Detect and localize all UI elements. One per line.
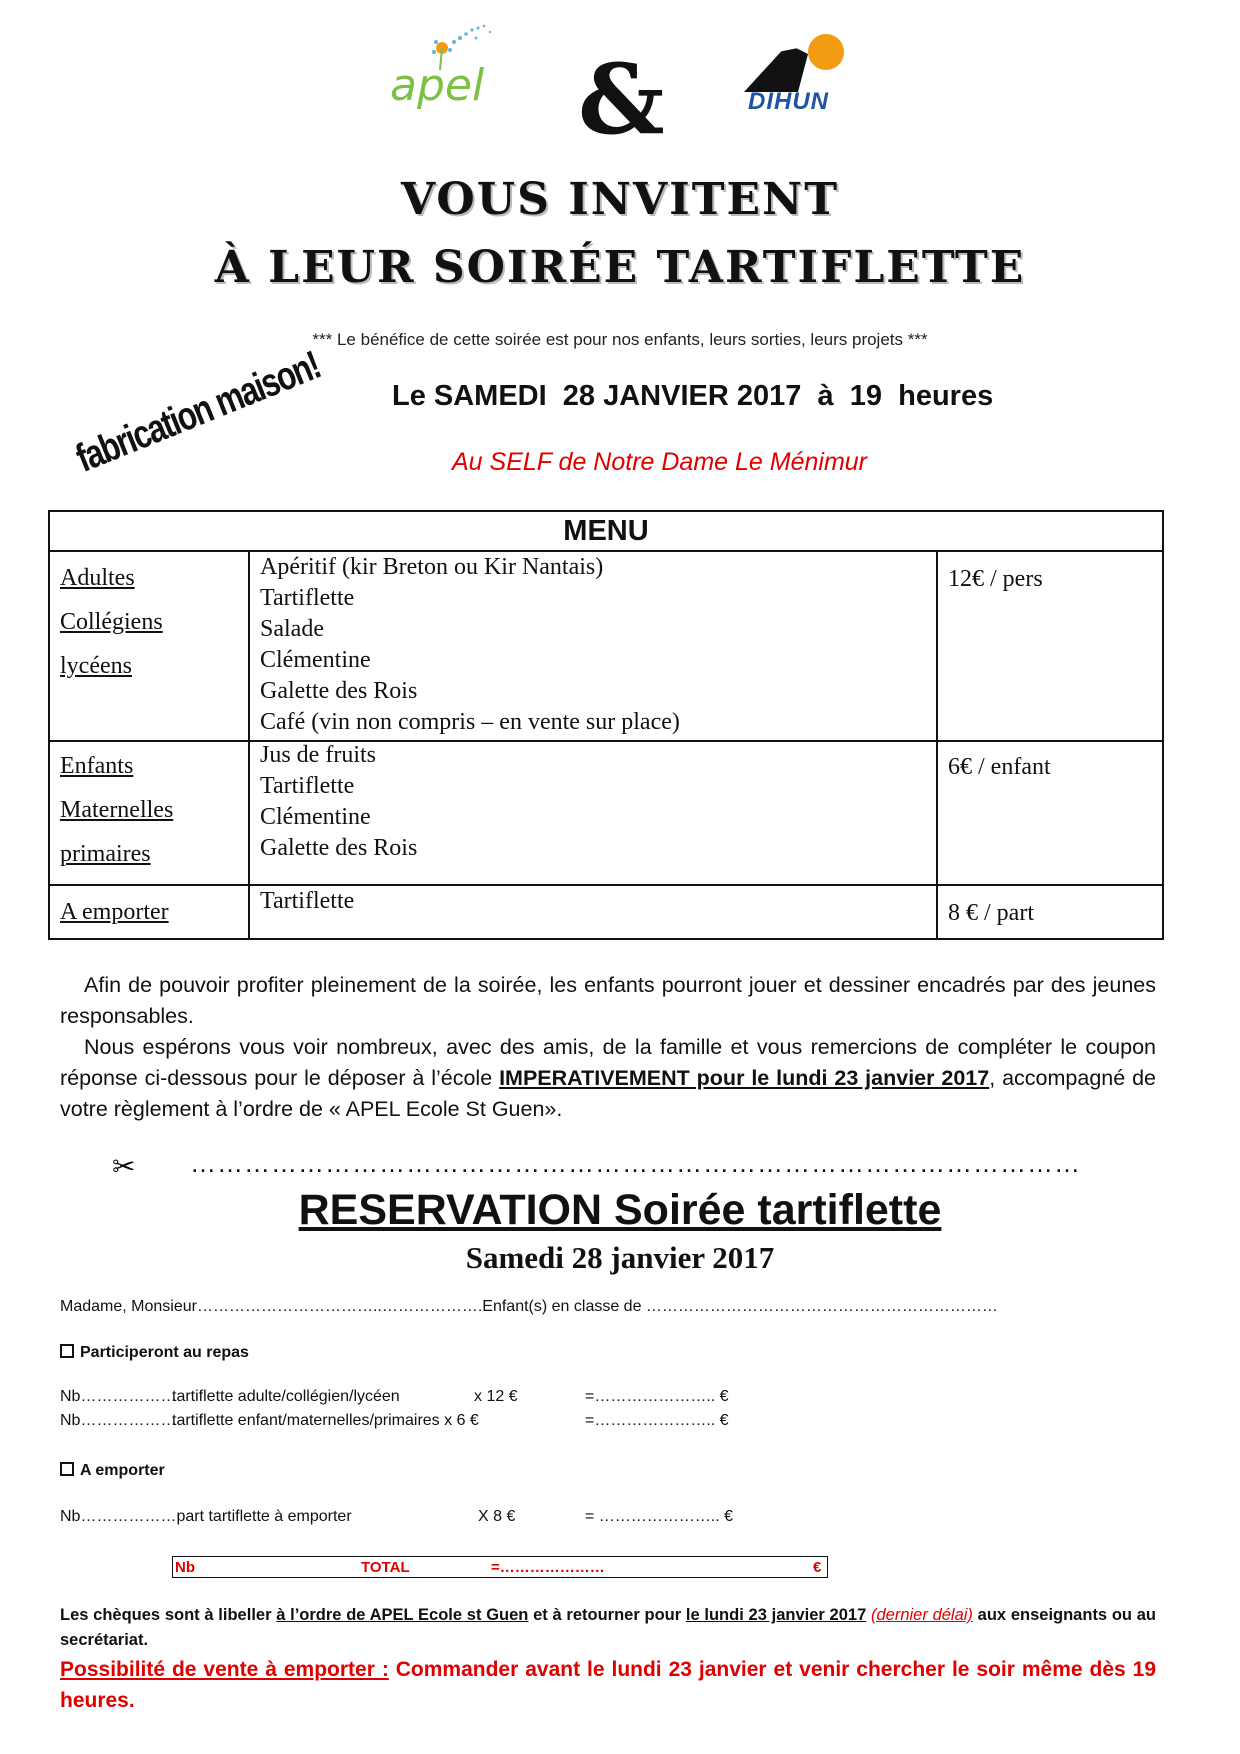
title-line-1: VOUS INVITENT bbox=[401, 174, 839, 225]
cheques-order: à l’ordre de APEL Ecole st Guen bbox=[276, 1606, 529, 1624]
fabrication-maison-stamp: fabrication maison! bbox=[70, 343, 326, 481]
scissors-icon: ✂ bbox=[112, 1151, 136, 1182]
event-location: Au SELF de Notre Dame Le Ménimur bbox=[452, 448, 868, 476]
nb-enfant-field[interactable]: Nb……………… bbox=[60, 1412, 177, 1429]
menu-price: 8 € / part bbox=[948, 900, 1034, 926]
menu-price: 6€ / enfant bbox=[948, 754, 1051, 780]
participeront-option[interactable] bbox=[60, 1344, 249, 1362]
apel-logo bbox=[380, 18, 530, 118]
menu-item: Galette des Rois bbox=[260, 678, 418, 704]
menu-item: Clémentine bbox=[260, 804, 371, 830]
checkbox[interactable] bbox=[60, 1344, 74, 1358]
cheques-deadline: le lundi 23 janvier 2017 bbox=[685, 1606, 867, 1624]
adulte-multiplier: x 12 € bbox=[474, 1388, 518, 1405]
enfant-result-field[interactable]: =………………….. € bbox=[585, 1412, 729, 1429]
vente-text: Commander avant le lundi 23 janvier et venir chercher le soir même dès 19 heures. bbox=[60, 1658, 1156, 1712]
checkbox[interactable] bbox=[60, 1462, 74, 1476]
total-label: TOTAL bbox=[361, 1559, 410, 1576]
menu-item: Tartiflette bbox=[260, 888, 355, 914]
menu-category: Adultes bbox=[60, 565, 135, 591]
total-box[interactable] bbox=[172, 1556, 828, 1578]
dihun-logo-text: DIHUN bbox=[748, 88, 829, 115]
divider bbox=[50, 884, 1162, 886]
cheques-text: Les chèques sont à libeller bbox=[60, 1606, 277, 1624]
menu-item: Jus de fruits bbox=[260, 742, 376, 768]
menu-category: Enfants bbox=[60, 753, 134, 779]
paragraph-activites: Afin de pouvoir profiter pleinement de la soirée, les enfants pourront jouer et dessiner encadrés par des jeunes responsables. bbox=[60, 973, 1156, 1028]
title-line-2: À LEUR SOIRÉE TARTIFLETTE bbox=[214, 242, 1026, 293]
cut-dotted-line: ……………………………………………………………………………………… bbox=[190, 1148, 1081, 1178]
reservation-date: Samedi 28 janvier 2017 bbox=[465, 1240, 775, 1275]
cheques-text: et à retourner pour bbox=[528, 1606, 686, 1624]
menu-category: primaires bbox=[60, 841, 151, 867]
menu-item: Galette des Rois bbox=[260, 835, 418, 861]
deadline-emphasis: IMPERATIVEMENT pour le lundi 23 janvier 2017 bbox=[499, 1066, 990, 1090]
enfant-label: tartiflette enfant/maternelles/primaires x 6 € bbox=[172, 1412, 479, 1429]
nb-emporter-field[interactable]: Nb………………part tartiflette à emporter bbox=[60, 1508, 352, 1525]
divider bbox=[50, 740, 1162, 742]
cheques-text: aux enseignants ou au secrétariat. bbox=[60, 1606, 1156, 1649]
menu-category: Collégiens bbox=[60, 609, 163, 635]
madame-monsieur-line[interactable]: Madame, Monsieur……………………………..……………….Enfant(s) en classe de ………………………………………………………… bbox=[60, 1298, 998, 1315]
nb-adulte-field[interactable]: Nb……………… bbox=[60, 1388, 177, 1405]
adulte-result-field[interactable]: =………………….. € bbox=[585, 1388, 729, 1405]
reservation-title-text: RESERVATION Soirée tartiflette bbox=[298, 1186, 942, 1234]
a-emporter-option[interactable] bbox=[60, 1462, 165, 1480]
emporter-multiplier: X 8 € bbox=[478, 1508, 516, 1525]
a-emporter-label: A emporter bbox=[80, 1462, 165, 1479]
menu-item: Clémentine bbox=[260, 647, 371, 673]
menu-item: Café (vin non compris – en vente sur place) bbox=[260, 709, 680, 735]
menu-table bbox=[48, 510, 1164, 940]
vente-emporter-note bbox=[60, 1654, 1156, 1716]
menu-item: Tartiflette bbox=[260, 773, 355, 799]
dihun-emblem-icon bbox=[738, 24, 858, 94]
divider bbox=[936, 550, 938, 938]
menu-items-enfants bbox=[260, 740, 417, 864]
benefice-note: *** Le bénéfice de cette soirée est pour nos enfants, leurs sorties, leurs projets *** bbox=[312, 330, 928, 349]
event-date: Le SAMEDI 28 JANVIER 2017 à 19 heures bbox=[392, 380, 994, 412]
adulte-label: tartiflette adulte/collégien/lycéen bbox=[172, 1388, 400, 1405]
ampersand: & bbox=[578, 43, 665, 156]
vente-heading: Possibilité de vente à emporter : bbox=[60, 1658, 389, 1681]
dihun-logo bbox=[738, 24, 858, 124]
menu-items-adultes bbox=[260, 552, 680, 738]
participeront-label: Participeront au repas bbox=[80, 1344, 249, 1361]
total-euro: € bbox=[813, 1559, 822, 1576]
divider bbox=[248, 550, 250, 938]
emporter-result-field[interactable]: = ………………….. € bbox=[585, 1508, 734, 1525]
paragraph-coupon bbox=[60, 1032, 1156, 1125]
menu-category: Maternelles bbox=[60, 797, 174, 823]
paragraph-text: , accompagné de votre règlement à l’ordre de « APEL Ecole St Guen». bbox=[60, 1066, 1156, 1121]
menu-item: Tartiflette bbox=[260, 585, 355, 611]
menu-category: lycéens bbox=[60, 653, 132, 679]
menu-price: 12€ / pers bbox=[948, 566, 1043, 592]
menu-item: Salade bbox=[260, 616, 324, 642]
reservation-title bbox=[0, 1186, 1240, 1235]
menu-item: Apéritif (kir Breton ou Kir Nantais) bbox=[260, 554, 604, 580]
total-value-field[interactable]: =………………… bbox=[491, 1559, 605, 1576]
total-nb: Nb bbox=[175, 1559, 195, 1576]
menu-title: MENU bbox=[50, 512, 1162, 552]
menu-items-emporter bbox=[260, 886, 354, 917]
apel-logo-text: apel bbox=[390, 60, 485, 111]
cheques-instructions bbox=[60, 1603, 1156, 1653]
paragraph-text: Nous espérons vous voir nombreux, avec des amis, de la famille et vous remercions de compléter le coupon réponse ci-dessous pour le déposer à l’école bbox=[60, 1035, 1156, 1090]
dernier-delai: (dernier délai) bbox=[870, 1606, 973, 1624]
menu-category: A emporter bbox=[60, 899, 169, 925]
